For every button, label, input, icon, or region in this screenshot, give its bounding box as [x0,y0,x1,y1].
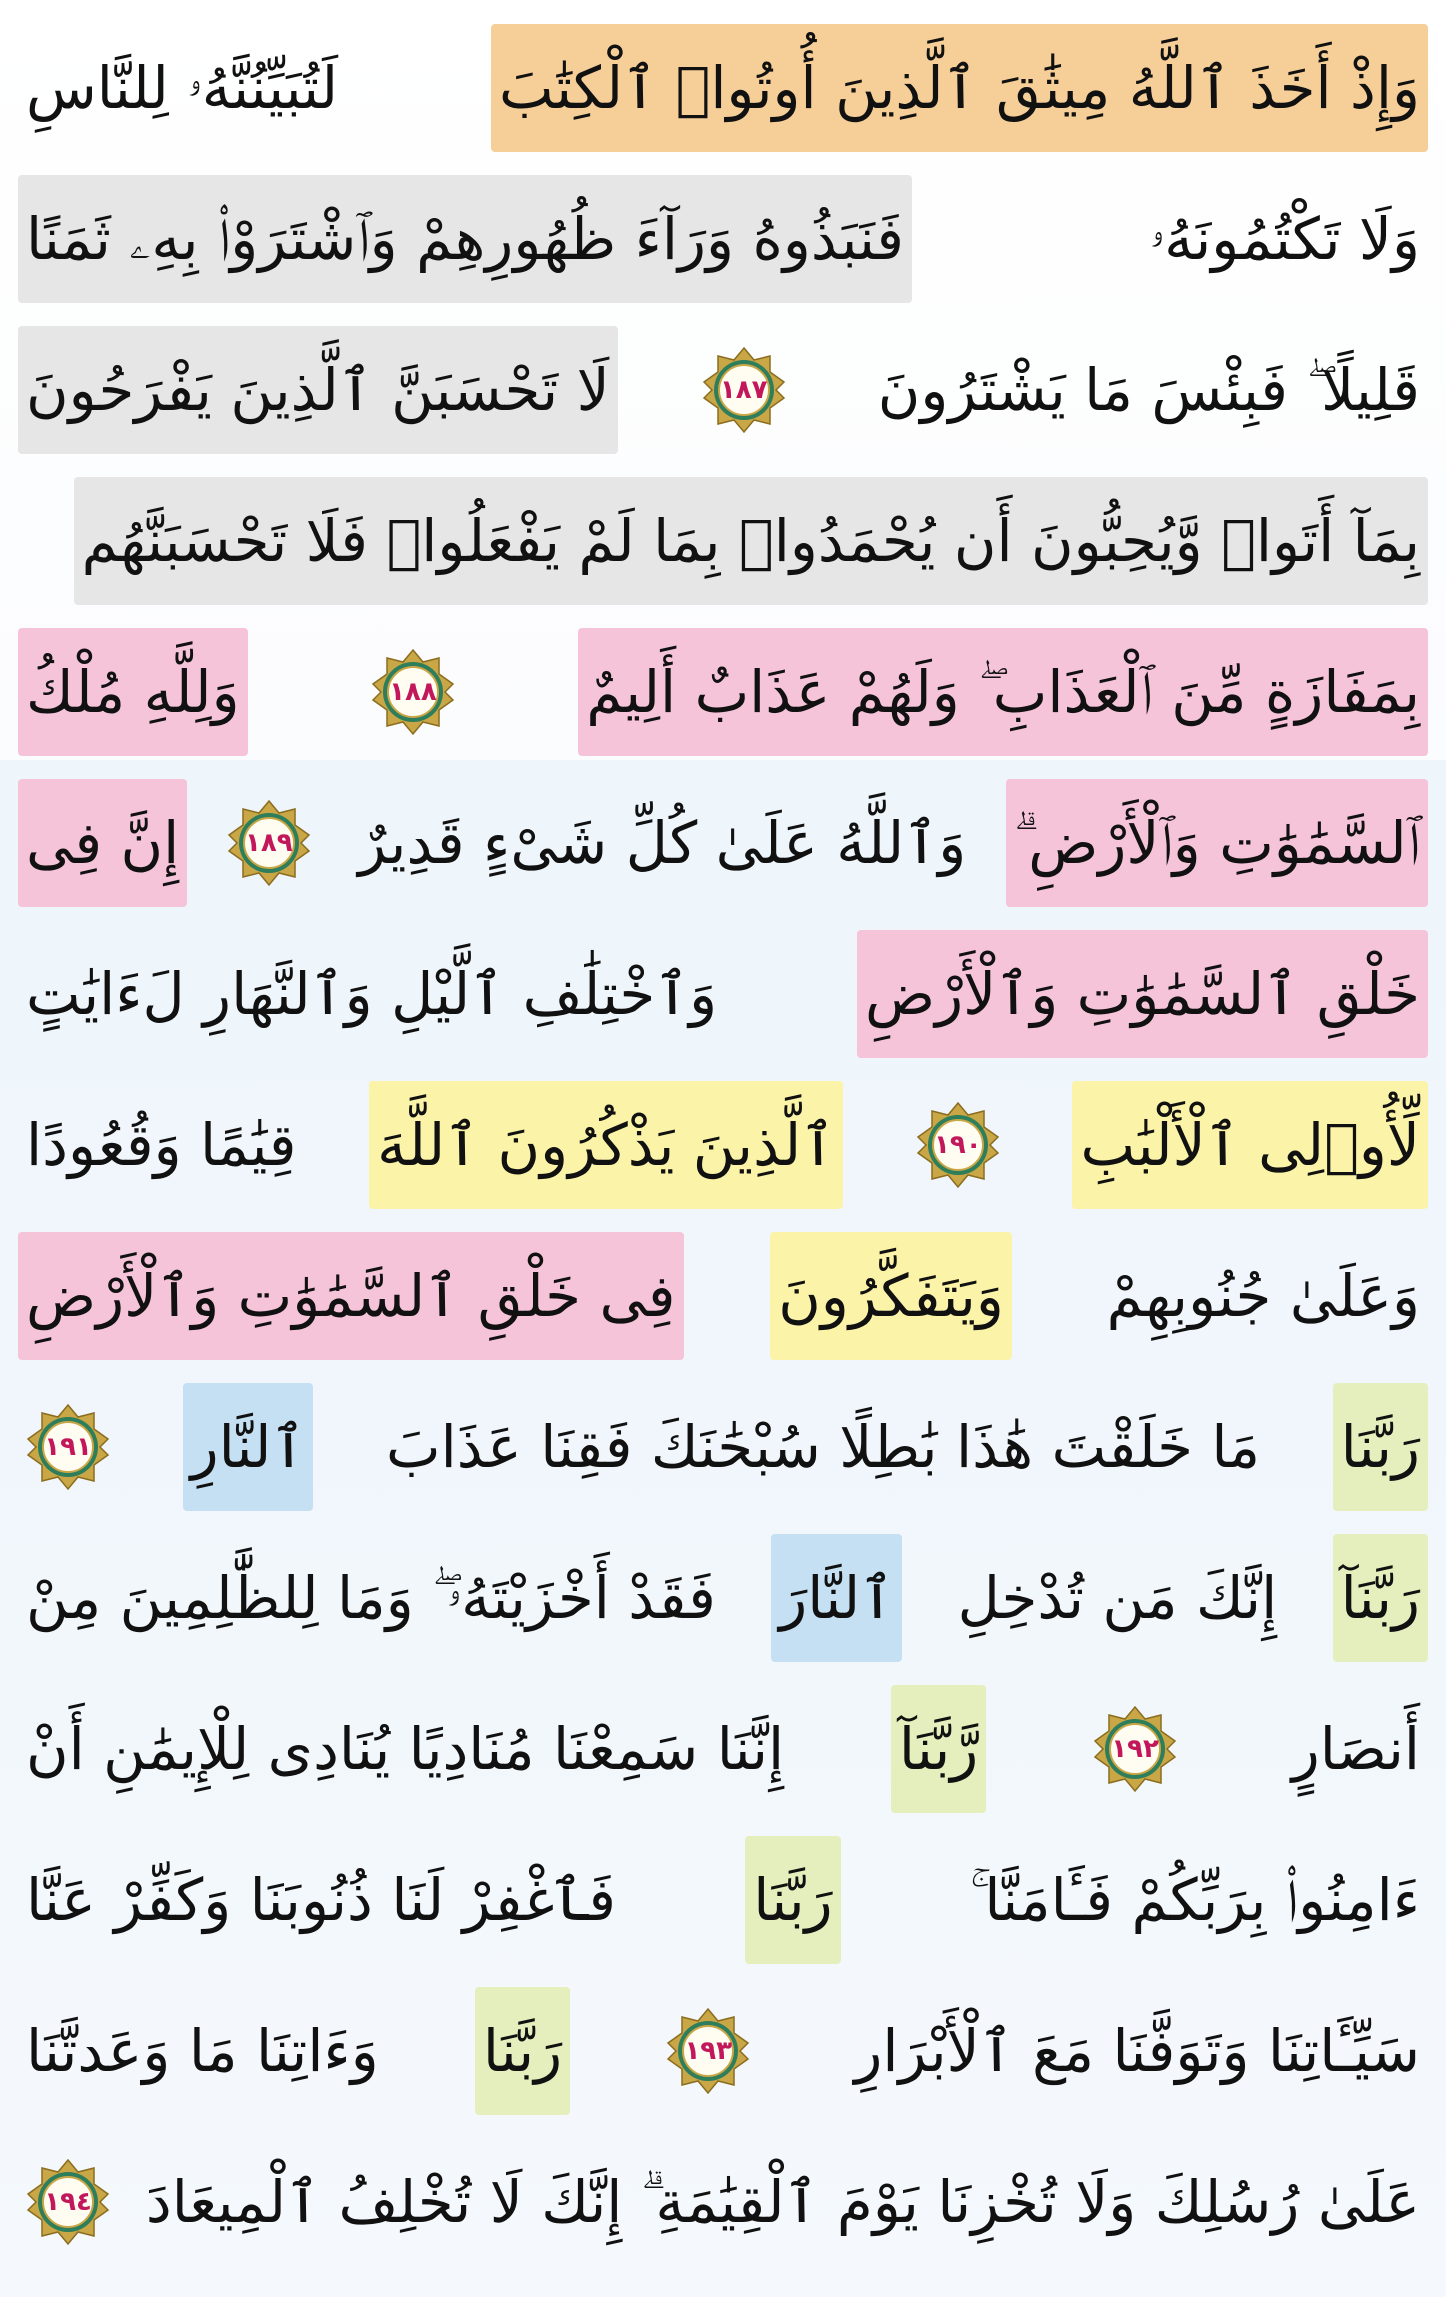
verse-text: سَيِّـَٔاتِنَا وَتَوَفَّنَا مَعَ ٱلْأَبْرَارِ [854,2017,1420,2085]
highlighted-phrase-pink: خَلْقِ ٱلسَّمَٰوَٰتِ وَٱلْأَرْضِ [857,930,1428,1058]
ayah-number: ١٩٣ [684,2036,733,2066]
highlighted-phrase-grey: بِمَآ أَتَوا۟ وَّيُحِبُّونَ أَن يُحْمَدُوا۟ بِمَا لَمْ يَفْعَلُوا۟ فَلَا تَحْسَبَنَّهُم [74,477,1428,605]
verse-line-content [18,1530,1428,1666]
verse-line-content [18,171,1428,307]
verse-line [18,473,1428,609]
highlighted-phrase-green: رَبَّنَا [745,1836,840,1964]
highlighted-phrase-pink: ٱلسَّمَٰوَٰتِ وَٱلْأَرْضِ ۗ [1006,779,1428,907]
highlighted-phrase-green: رَبَّنَا [1333,1383,1428,1511]
verse-text: وَءَاتِنَا مَا وَعَدتَّنَا [26,2017,379,2085]
highlighted-phrase-grey: لَا تَحْسَبَنَّ ٱلَّذِينَ يَفْرَحُونَ [18,326,618,454]
verse-text: وَلَا تَكْتُمُونَهُۥ [1149,205,1420,273]
verse-line-content [18,1832,1428,1968]
highlighted-phrase-pink: فِى خَلْقِ ٱلسَّمَٰوَٰتِ وَٱلْأَرْضِ [18,1232,684,1360]
ayah-number: ١٩١ [44,1432,92,1462]
verse-line-content [18,1077,1428,1213]
ayah-marker [914,1101,1002,1189]
verse-line [18,624,1428,760]
verse-line-content [18,473,1428,609]
verse-line [18,1530,1428,1666]
highlighted-phrase-yellow: وَيَتَفَكَّرُونَ [770,1232,1012,1360]
highlighted-phrase-green: رَبَّنَا [475,1987,570,2115]
verse-line [18,1379,1428,1515]
verse-line [18,1228,1428,1364]
ayah-marker [664,2007,752,2095]
verse-text: أَنصَارٍ [1291,1715,1420,1783]
highlighted-phrase-orange: وَإِذْ أَخَذَ ٱللَّهُ مِيثَٰقَ ٱلَّذِينَ أُوتُوا۟ ٱلْكِتَٰبَ [491,24,1428,152]
ayah-marker [24,1403,112,1491]
verse-text: إِنَّكَ مَن تُدْخِلِ [957,1564,1278,1632]
verse-text: قَلِيلًا ۖ فَبِئْسَ مَا يَشْتَرُونَ [877,356,1420,424]
verse-line-content [18,2134,1428,2270]
verse-line [18,322,1428,458]
ayah-marker [225,799,313,887]
verse-line [18,171,1428,307]
highlighted-phrase-blue: ٱلنَّارَ [771,1534,902,1662]
highlighted-phrase-yellow: ٱلَّذِينَ يَذْكُرُونَ ٱللَّهَ [369,1081,843,1209]
highlighted-phrase-pink: إِنَّ فِى [18,779,187,907]
verse-text: قِيَٰمًا وَقُعُودًا [26,1111,297,1179]
ayah-number: ١٩٠ [934,1130,982,1160]
verse-line [18,2134,1428,2270]
verse-line-content [18,1228,1428,1364]
verse-line-content [18,624,1428,760]
verse-line [18,926,1428,1062]
verse-text: وَٱخْتِلَٰفِ ٱلَّيْلِ وَٱلنَّهَارِ لَءَايَٰتٍ [26,960,718,1028]
ayah-number: ١٩٢ [1111,1734,1159,1764]
verse-line [18,1077,1428,1213]
verse-text: فَقَدْ أَخْزَيْتَهُۥ ۖ وَمَا لِلظَّٰلِمِينَ مِنْ [26,1564,716,1632]
verse-line [18,1681,1428,1817]
verse-line [18,1983,1428,2119]
verse-text: مَا خَلَقْتَ هَٰذَا بَٰطِلًا سُبْحَٰنَكَ فَقِنَا عَذَابَ [386,1413,1261,1481]
verse-line [18,775,1428,911]
ayah-number: ١٨٩ [244,828,293,858]
ayah-number: ١٨٨ [389,677,437,707]
verse-line-content [18,1983,1428,2119]
highlighted-phrase-grey: فَنَبَذُوهُ وَرَآءَ ظُهُورِهِمْ وَٱشْتَرَوْا۟ بِهِۦ ثَمَنًا [18,175,912,303]
ayah-marker [369,648,457,736]
verse-line-content [18,775,1428,911]
verse-text: ءَامِنُوا۟ بِرَبِّكُمْ فَـَٔامَنَّا ۚ [969,1866,1420,1934]
verse-text: فَٱغْفِرْ لَنَا ذُنُوبَنَا وَكَفِّرْ عَنَّا [26,1866,616,1934]
ayah-number: ١٩٤ [44,2187,92,2217]
highlighted-phrase-yellow: لِّأُو۟لِى ٱلْأَلْبَٰبِ [1072,1081,1428,1209]
highlighted-phrase-green: رَبَّنَآ [1333,1534,1428,1662]
ayah-marker [700,346,788,434]
verse-text: إِنَّنَا سَمِعْنَا مُنَادِيًا يُنَادِى لِلْإِيمَٰنِ أَنْ [26,1715,785,1783]
verse-line-content [18,1379,1428,1515]
verse-line [18,20,1428,156]
highlighted-phrase-pink: وَلِلَّهِ مُلْكُ [18,628,248,756]
verse-text: لَتُبَيِّنُنَّهُۥ لِلنَّاسِ [26,54,339,122]
ayah-marker [1091,1705,1179,1793]
verse-line-content [18,20,1428,156]
verse-line-content [18,926,1428,1062]
verse-text: عَلَىٰ رُسُلِكَ وَلَا تُخْزِنَا يَوْمَ ٱلْقِيَٰمَةِ ۗ إِنَّكَ لَا تُخْلِفُ ٱلْمِيعَادَ [145,2168,1420,2236]
ayah-number: ١٨٧ [719,375,768,405]
verse-text: وَٱللَّهُ عَلَىٰ كُلِّ شَىْءٍ قَدِيرٌ [358,809,967,877]
highlighted-phrase-blue: ٱلنَّارِ [183,1383,314,1511]
highlighted-phrase-pink: بِمَفَازَةٍ مِّنَ ٱلْعَذَابِ ۖ وَلَهُمْ عَذَابٌ أَلِيمٌ [578,628,1428,756]
verse-line-content [18,322,1428,458]
verse-line [18,1832,1428,1968]
highlighted-phrase-green: رَّبَّنَآ [891,1685,986,1813]
verse-text: وَعَلَىٰ جُنُوبِهِمْ [1106,1262,1420,1330]
verse-line-content [18,1681,1428,1817]
ayah-marker [24,2158,112,2246]
